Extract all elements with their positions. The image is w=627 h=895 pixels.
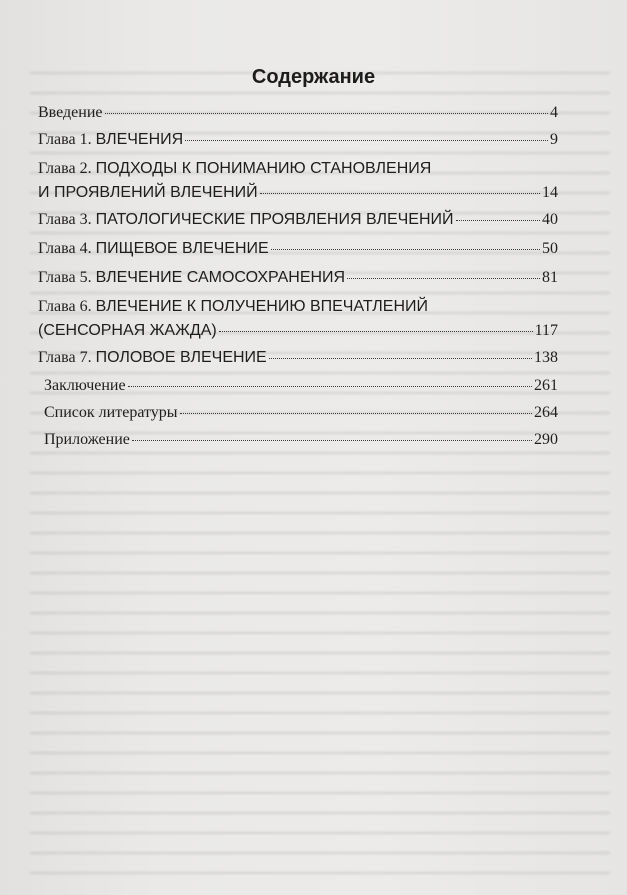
- toc-entry-label: Заключение: [44, 377, 126, 394]
- chapter-prefix: Глава 6.: [38, 298, 92, 315]
- dot-leader: [260, 193, 540, 194]
- toc-page-number: 4: [550, 104, 558, 121]
- toc-entry-chapter-3: [38, 211, 558, 229]
- chapter-prefix: Глава 7.: [38, 349, 92, 366]
- toc-page-number: 9: [550, 131, 558, 148]
- toc-entry-label: Приложение: [44, 431, 130, 448]
- dot-leader: [132, 440, 532, 441]
- toc-entry-label: Список литературы: [44, 404, 178, 421]
- chapter-title-line-2: (СЕНСОРНАЯ ЖАЖДА): [38, 322, 217, 339]
- chapter-title: ВЛЕЧЕНИЕ САМОСОХРАНЕНИЯ: [95, 269, 346, 286]
- dot-leader: [105, 113, 549, 114]
- toc-entry-chapter-6: [38, 298, 558, 316]
- dot-leader: [456, 220, 541, 221]
- toc-entry-chapter-7: [38, 349, 558, 367]
- toc-entry-chapter-5: [38, 269, 558, 287]
- toc-entry-introduction: [38, 104, 558, 122]
- toc-entry-chapter-6-continued: [38, 322, 558, 340]
- chapter-title: ПОДХОДЫ К ПОНИМАНИЮ СТАНОВЛЕНИЯ: [95, 160, 432, 177]
- toc-entry-appendix: [38, 431, 558, 449]
- chapter-prefix: Глава 4.: [38, 240, 92, 257]
- toc-page-number: 50: [542, 240, 558, 257]
- chapter-title: ВЛЕЧЕНИЯ: [95, 131, 184, 148]
- dot-leader: [180, 413, 532, 414]
- chapter-title: ВЛЕЧЕНИЕ К ПОЛУЧЕНИЮ ВПЕЧАТЛЕНИЙ: [95, 298, 429, 315]
- toc-entry-bibliography: [38, 404, 558, 422]
- toc-entry-chapter-4: [38, 240, 558, 258]
- chapter-title: ПАТОЛОГИЧЕСКИЕ ПРОЯВЛЕНИЯ ВЛЕЧЕНИЙ: [95, 211, 454, 228]
- dot-leader: [128, 386, 532, 387]
- toc-page-number: 138: [534, 349, 558, 366]
- toc-page-number: 40: [542, 211, 558, 228]
- toc-page-number: 14: [542, 184, 558, 201]
- toc-entry-chapter-2-continued: [38, 184, 558, 202]
- toc-entry-label: Введение: [38, 104, 103, 121]
- dot-leader: [185, 140, 548, 141]
- toc-page-number: 264: [534, 404, 558, 421]
- dot-leader: [219, 331, 533, 332]
- toc-page-number: 290: [534, 431, 558, 448]
- chapter-title: ПОЛОВОЕ ВЛЕЧЕНИЕ: [95, 349, 267, 366]
- chapter-title-line-2: И ПРОЯВЛЕНИЙ ВЛЕЧЕНИЙ: [38, 184, 258, 201]
- toc-page-number: 261: [534, 377, 558, 394]
- dot-leader: [271, 249, 540, 250]
- toc-page-number: 117: [534, 322, 558, 339]
- toc-page-number: 81: [542, 269, 558, 286]
- dot-leader: [269, 358, 532, 359]
- toc-entry-conclusion: [38, 377, 558, 395]
- chapter-prefix: Глава 2.: [38, 160, 92, 177]
- toc-entry-chapter-1: [38, 131, 558, 149]
- chapter-prefix: Глава 3.: [38, 211, 92, 228]
- page-title: Содержание: [251, 66, 376, 88]
- toc-entry-chapter-2: [38, 160, 558, 178]
- chapter-prefix: Глава 1.: [38, 131, 92, 148]
- chapter-title: ПИЩЕВОЕ ВЛЕЧЕНИЕ: [95, 240, 269, 257]
- dot-leader: [347, 278, 540, 279]
- chapter-prefix: Глава 5.: [38, 269, 92, 286]
